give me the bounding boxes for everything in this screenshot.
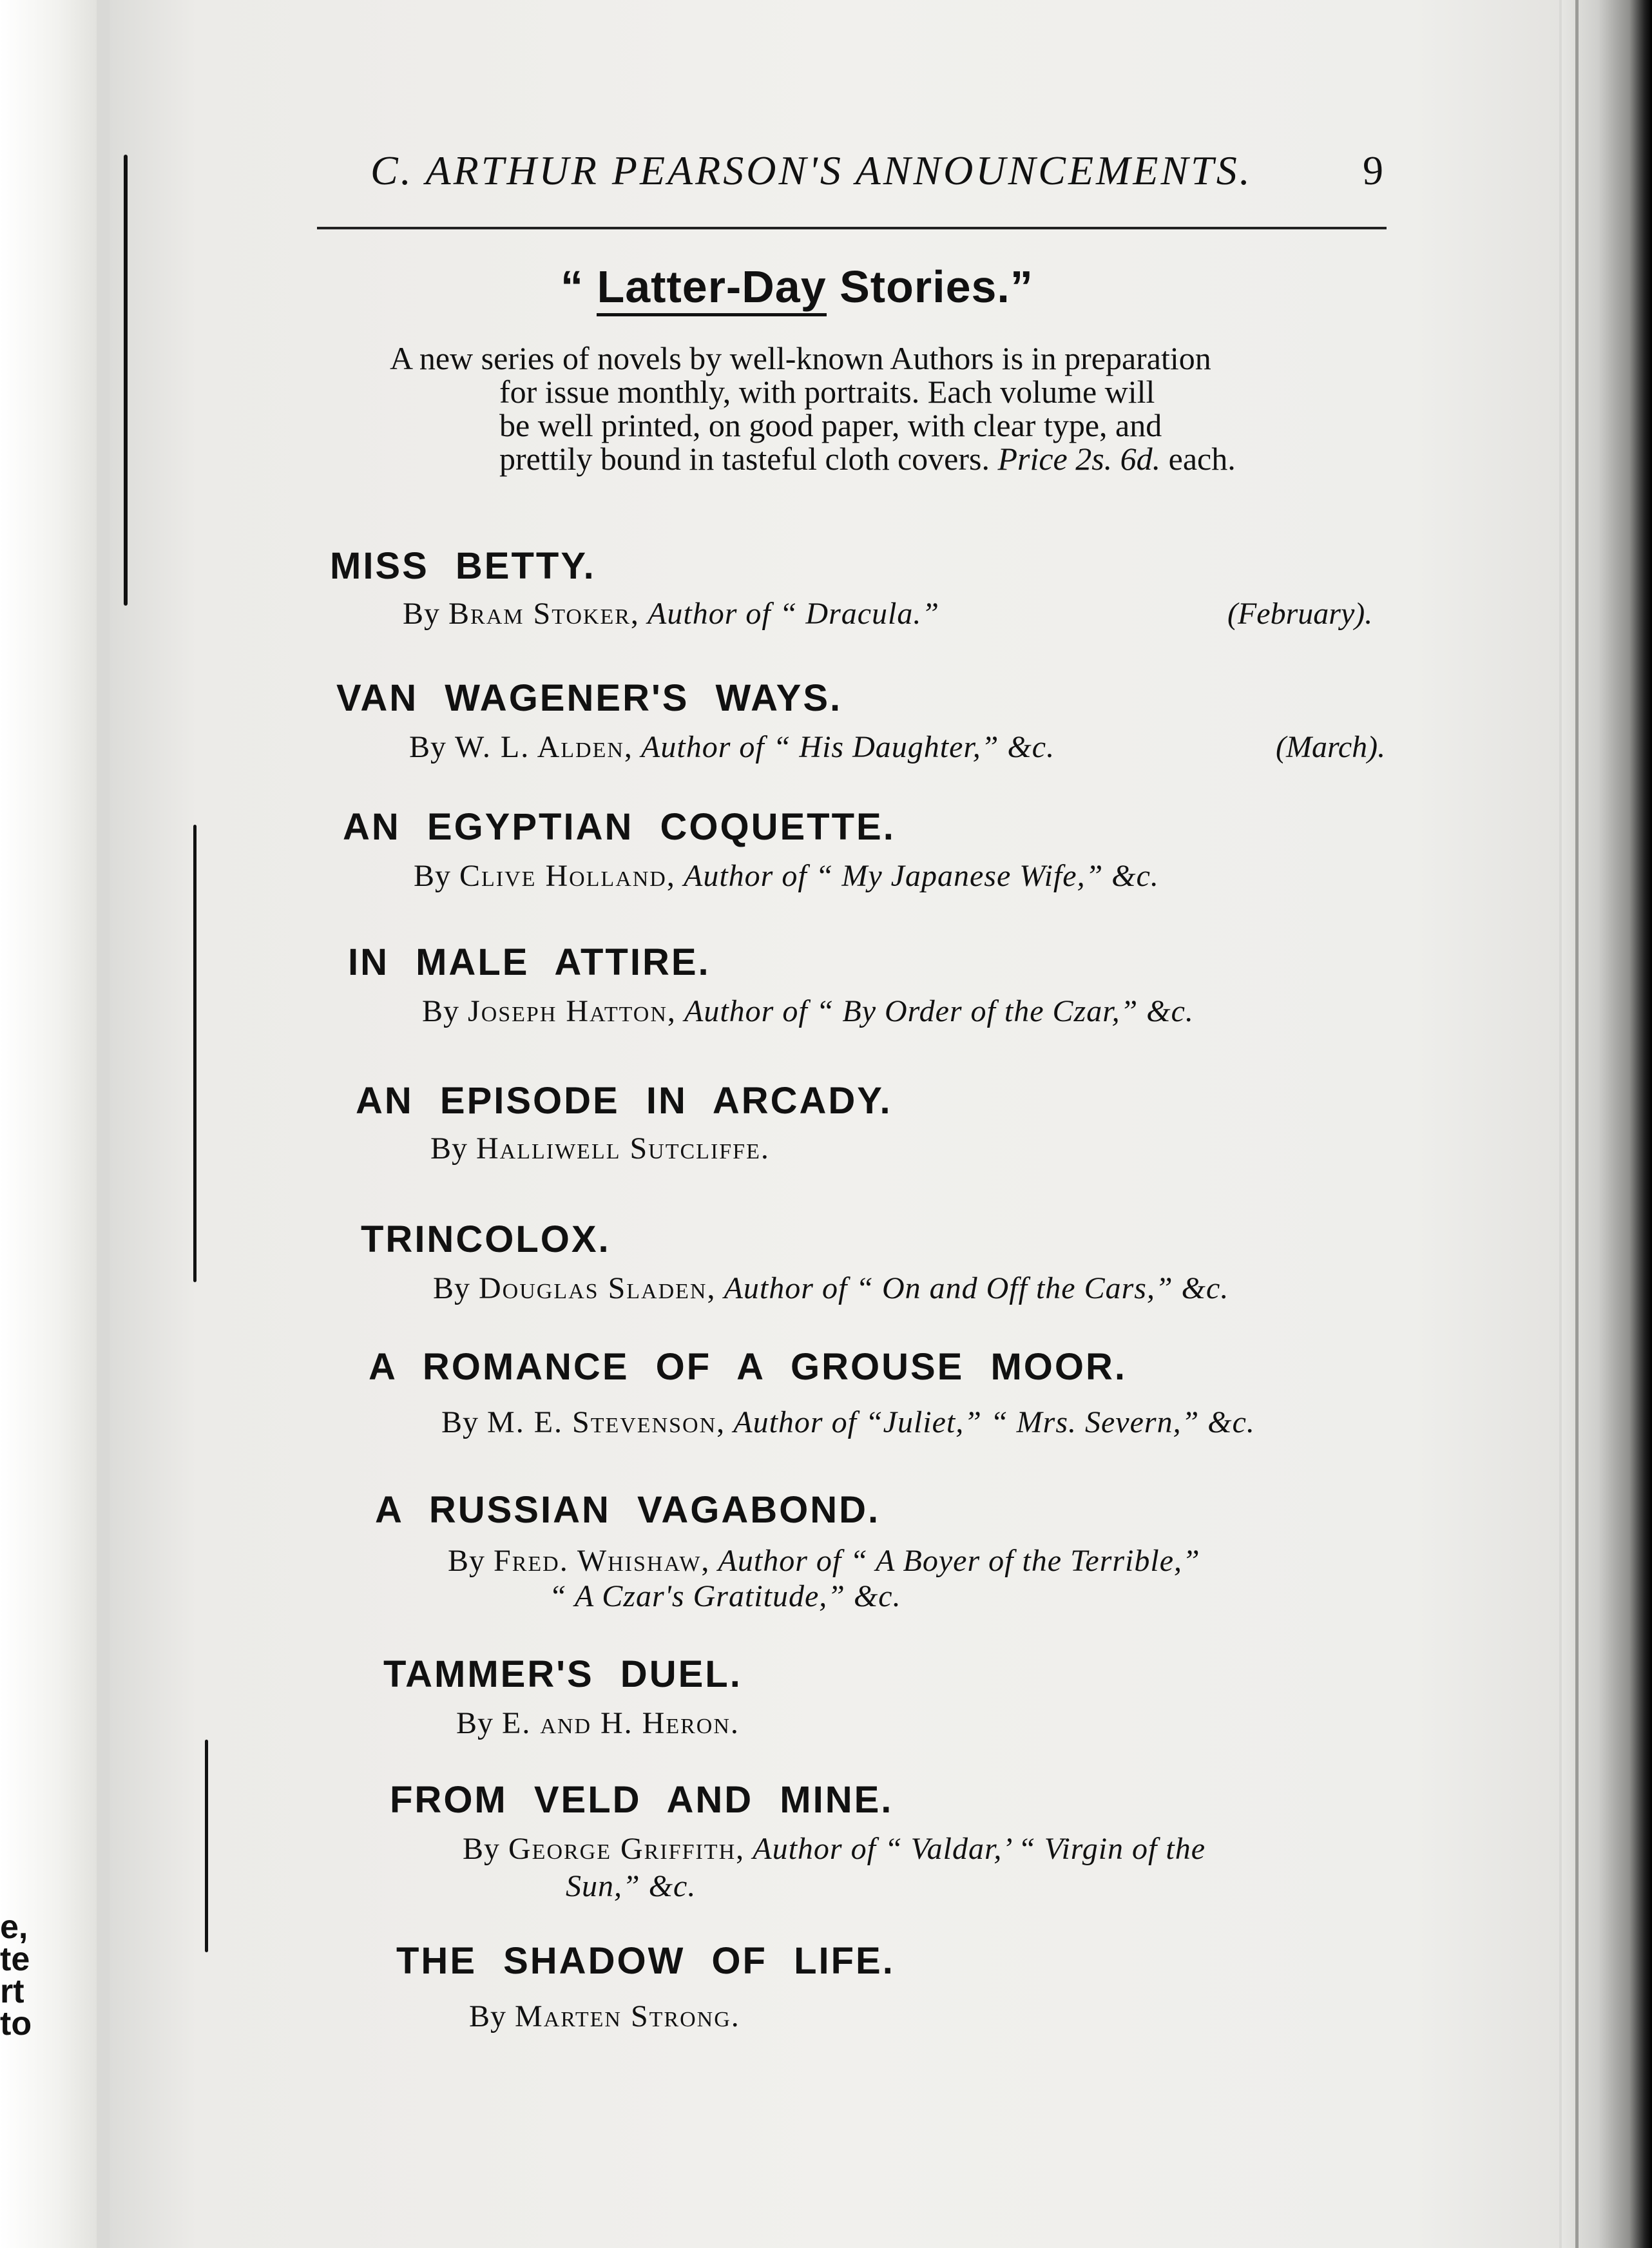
author-name: Marten Strong. (515, 1999, 740, 2033)
header-rule (317, 227, 1387, 229)
author-name: Joseph Hatton, (468, 994, 677, 1028)
author-name: Halliwell Sutcliffe. (476, 1131, 770, 1166)
author-credit: Author of “ Valdar,’ “ Virgin of the (745, 1832, 1205, 1866)
by-label: By (463, 1832, 509, 1866)
by-label: By (430, 1131, 477, 1166)
book-title: AN EGYPTIAN COQUETTE. (343, 806, 896, 848)
price: Price 2s. 6d. (997, 441, 1161, 477)
author-name: Fred. Whishaw, (494, 1544, 711, 1578)
by-label: By (433, 1271, 479, 1305)
book-title: VAN WAGENER'S WAYS. (336, 677, 843, 719)
by-label: By (422, 994, 468, 1028)
intro-text: prettily bound in tasteful cloth covers. (499, 441, 998, 477)
running-title: C. ARTHUR PEARSON'S ANNOUNCEMENTS. (370, 148, 1253, 193)
book-author-line (403, 596, 939, 631)
author-name: E. and H. Heron. (502, 1706, 740, 1740)
intro-line (499, 442, 1504, 476)
series-description (390, 341, 1395, 476)
by-label: By (409, 730, 456, 764)
author-credit: Author of “ His Daughter,” &c. (633, 730, 1055, 764)
author-name: Douglas Sladen, (479, 1271, 716, 1305)
by-label: By (403, 597, 449, 631)
book-author-line (441, 1405, 1255, 1440)
book-title: AN EPISODE IN ARCADY. (356, 1080, 892, 1122)
author-name: Bram Stoker, (448, 597, 640, 631)
author-credit: Author of “ Dracula.” (639, 597, 940, 631)
author-credit: Author of “ My Japanese Wife,” &c. (675, 859, 1159, 893)
by-label: By (448, 1544, 494, 1578)
running-head (370, 147, 1388, 195)
facing-page-fragment: to (0, 2005, 32, 2042)
book-title: TAMMER'S DUEL. (383, 1653, 742, 1695)
intro-line: be well printed, on good paper, with clear type, and (499, 407, 1162, 443)
book-author-line (463, 1831, 1205, 1867)
author-credit-continued: Sun,” &c. (566, 1869, 696, 1903)
series-title-underlined: Latter-Day (597, 262, 826, 316)
page-number: 9 (1363, 148, 1386, 193)
series-title (561, 261, 1033, 312)
book-author-line (448, 1543, 1200, 1579)
facing-page-fragment: e, (0, 1908, 28, 1946)
author-credit-continued: “ A Czar's Gratitude,” &c. (549, 1579, 901, 1613)
book-title: FROM VELD AND MINE. (390, 1779, 894, 1821)
book-title: A ROMANCE OF A GROUSE MOOR. (369, 1346, 1127, 1388)
intro-line: A new series of novels by well-known Authors is in preparation (390, 340, 1211, 376)
author-credit: Author of “ On and Off the Cars,” &c. (716, 1271, 1229, 1305)
author-name: M. E. Stevenson, (487, 1405, 726, 1439)
author-name: Clive Holland, (459, 859, 676, 893)
book-title: IN MALE ATTIRE. (348, 941, 711, 983)
book-author-line (456, 1705, 740, 1741)
author-name: George Griffith, (508, 1832, 745, 1866)
page-edge-line (1575, 0, 1579, 2248)
by-label: By (414, 859, 460, 893)
publication-month: (March). (1276, 730, 1386, 764)
by-label: By (441, 1405, 488, 1439)
facing-page-fragment: rt (0, 1973, 24, 2010)
series-title-rest: Stories.” (826, 262, 1033, 312)
binding-thread-upper (124, 155, 128, 606)
by-label: By (469, 1999, 515, 2033)
book-title: THE SHADOW OF LIFE. (396, 1940, 895, 1982)
book-author-line (433, 1271, 1229, 1306)
binding-thread-middle (193, 825, 197, 1282)
intro-text: each. (1160, 441, 1236, 477)
series-title-open-quote: “ (561, 262, 597, 312)
author-credit: Author of “ A Boyer of the Terrible,” (710, 1544, 1200, 1578)
by-label: By (456, 1706, 503, 1740)
book-title: A RUSSIAN VAGABOND. (375, 1489, 881, 1531)
book-author-line (469, 1999, 740, 2034)
book-title: MISS BETTY. (330, 545, 596, 587)
author-credit: Author of “Juliet,” “ Mrs. Severn,” &c. (725, 1405, 1255, 1439)
author-name: W. L. Alden, (455, 730, 633, 764)
publication-month: (February). (1227, 597, 1373, 631)
book-author-line (430, 1131, 770, 1166)
book-page (110, 0, 1559, 2248)
author-credit: Author of “ By Order of the Czar,” &c. (676, 994, 1194, 1028)
facing-page-fragment: te (0, 1941, 30, 1978)
book-author-line (414, 858, 1159, 894)
book-author-line (409, 729, 1055, 765)
book-author-line (422, 994, 1194, 1029)
binding-thread-lower (205, 1740, 208, 1952)
book-title: TRINCOLOX. (361, 1218, 611, 1260)
intro-line: for issue monthly, with portraits. Each volume will (499, 374, 1155, 410)
